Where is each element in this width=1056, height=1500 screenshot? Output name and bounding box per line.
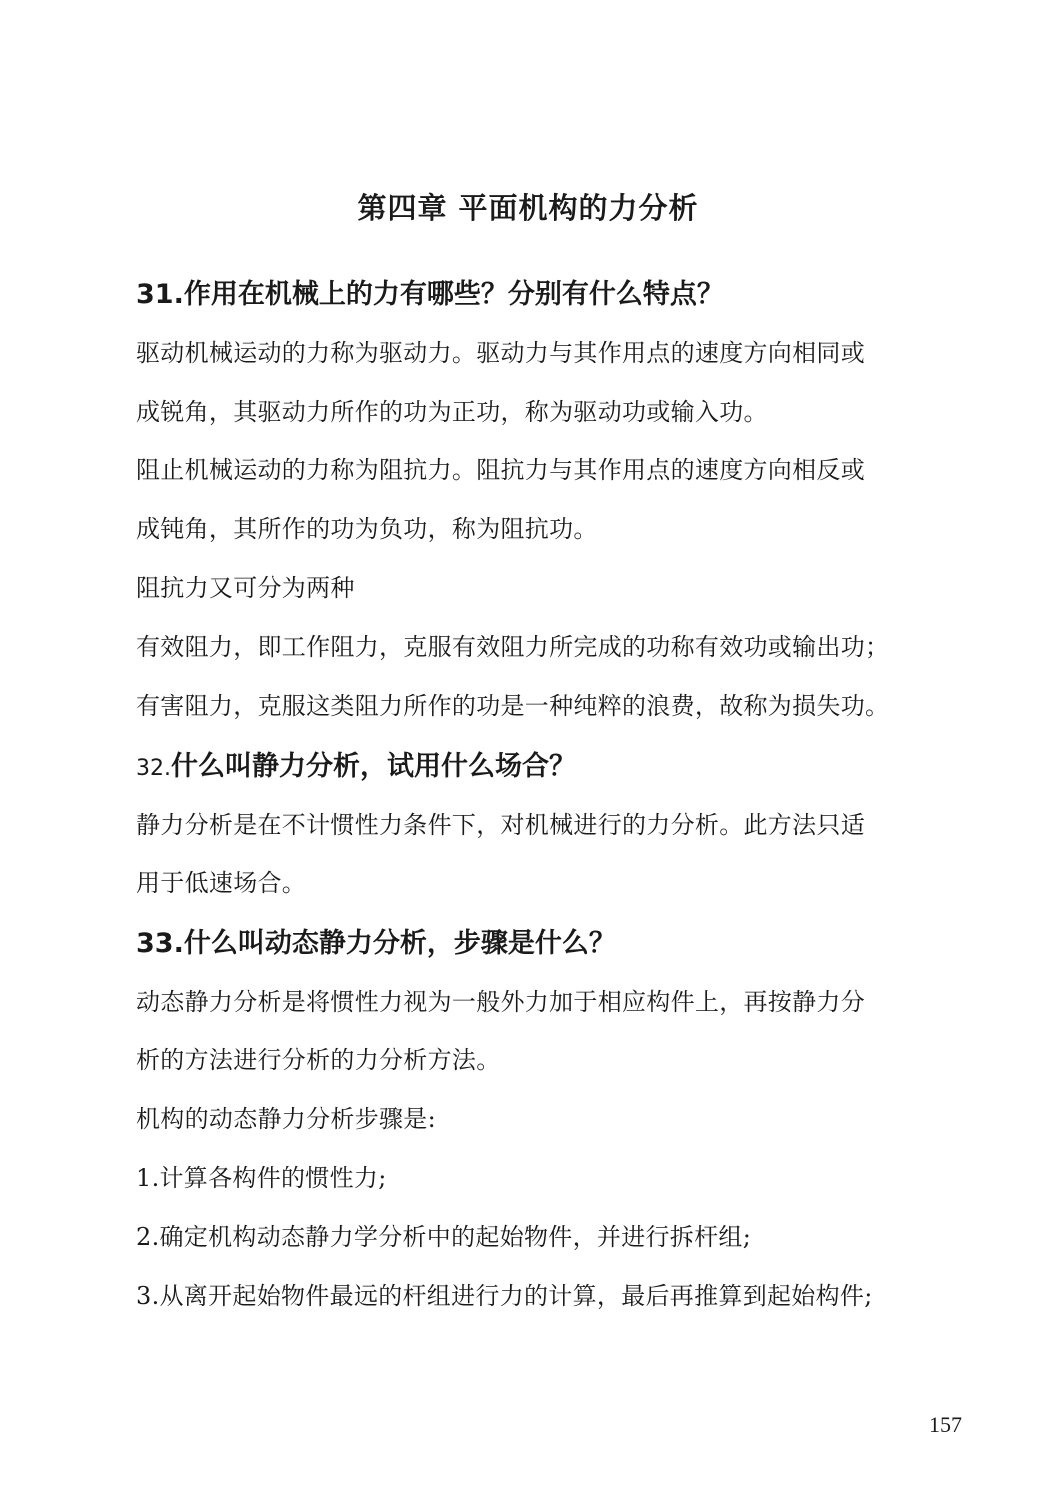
q31-line-6: 有效阻力，即工作阻力，克服有效阻力所完成的功称有效功或输出功； [136,633,890,661]
q31-line-4: 成钝角，其所作的功为负功，称为阻抗功。 [136,515,598,543]
q32-line-2: 用于低速场合。 [136,869,307,897]
q33-line-6: 3.从离开起始物件最远的杆组进行力的计算，最后再推算到起始构件; [136,1282,873,1310]
q31-line-2: 成锐角，其驱动力所作的功为正功，称为驱动功或输入功。 [136,398,768,426]
q33-line-3: 机构的动态静力分析步骤是: [136,1105,436,1133]
question-31-heading: 31.作用在机械上的力有哪些？分别有什么特点？ [136,279,724,310]
q33-line-1: 动态静力分析是将惯性力视为一般外力加于相应构件上，再按静力分 [136,988,865,1016]
q31-line-5: 阻抗力又可分为两种 [136,574,355,602]
question-33-heading: 33.什么叫动态静力分析，步骤是什么？ [136,928,616,959]
q33-line-5: 2.确定机构动态静力学分析中的起始物件，并进行拆杆组; [136,1223,752,1251]
q33-line-4: 1.计算各构件的惯性力; [136,1164,387,1192]
question-32-heading [136,744,936,783]
q31-line-7: 有害阻力，克服这类阻力所作的功是一种纯粹的浪费，故称为损失功。 [136,692,890,720]
q31-line-1: 驱动机械运动的力称为驱动力。驱动力与其作用点的速度方向相同或 [136,339,865,367]
page-number: 157 [929,1412,962,1437]
q32-line-1: 静力分析是在不计惯性力条件下，对机械进行的力分析。此方法只适 [136,811,865,839]
question-32-text: 什么叫静力分析，试用什么场合？ [171,751,576,782]
q31-line-3: 阻止机械运动的力称为阻抗力。阻抗力与其作用点的速度方向相反或 [136,456,865,484]
q33-line-2: 析的方法进行分析的力分析方法。 [136,1046,501,1074]
question-32-number: 32. [136,756,171,781]
chapter-title: 第四章 平面机构的力分析 [357,191,699,225]
